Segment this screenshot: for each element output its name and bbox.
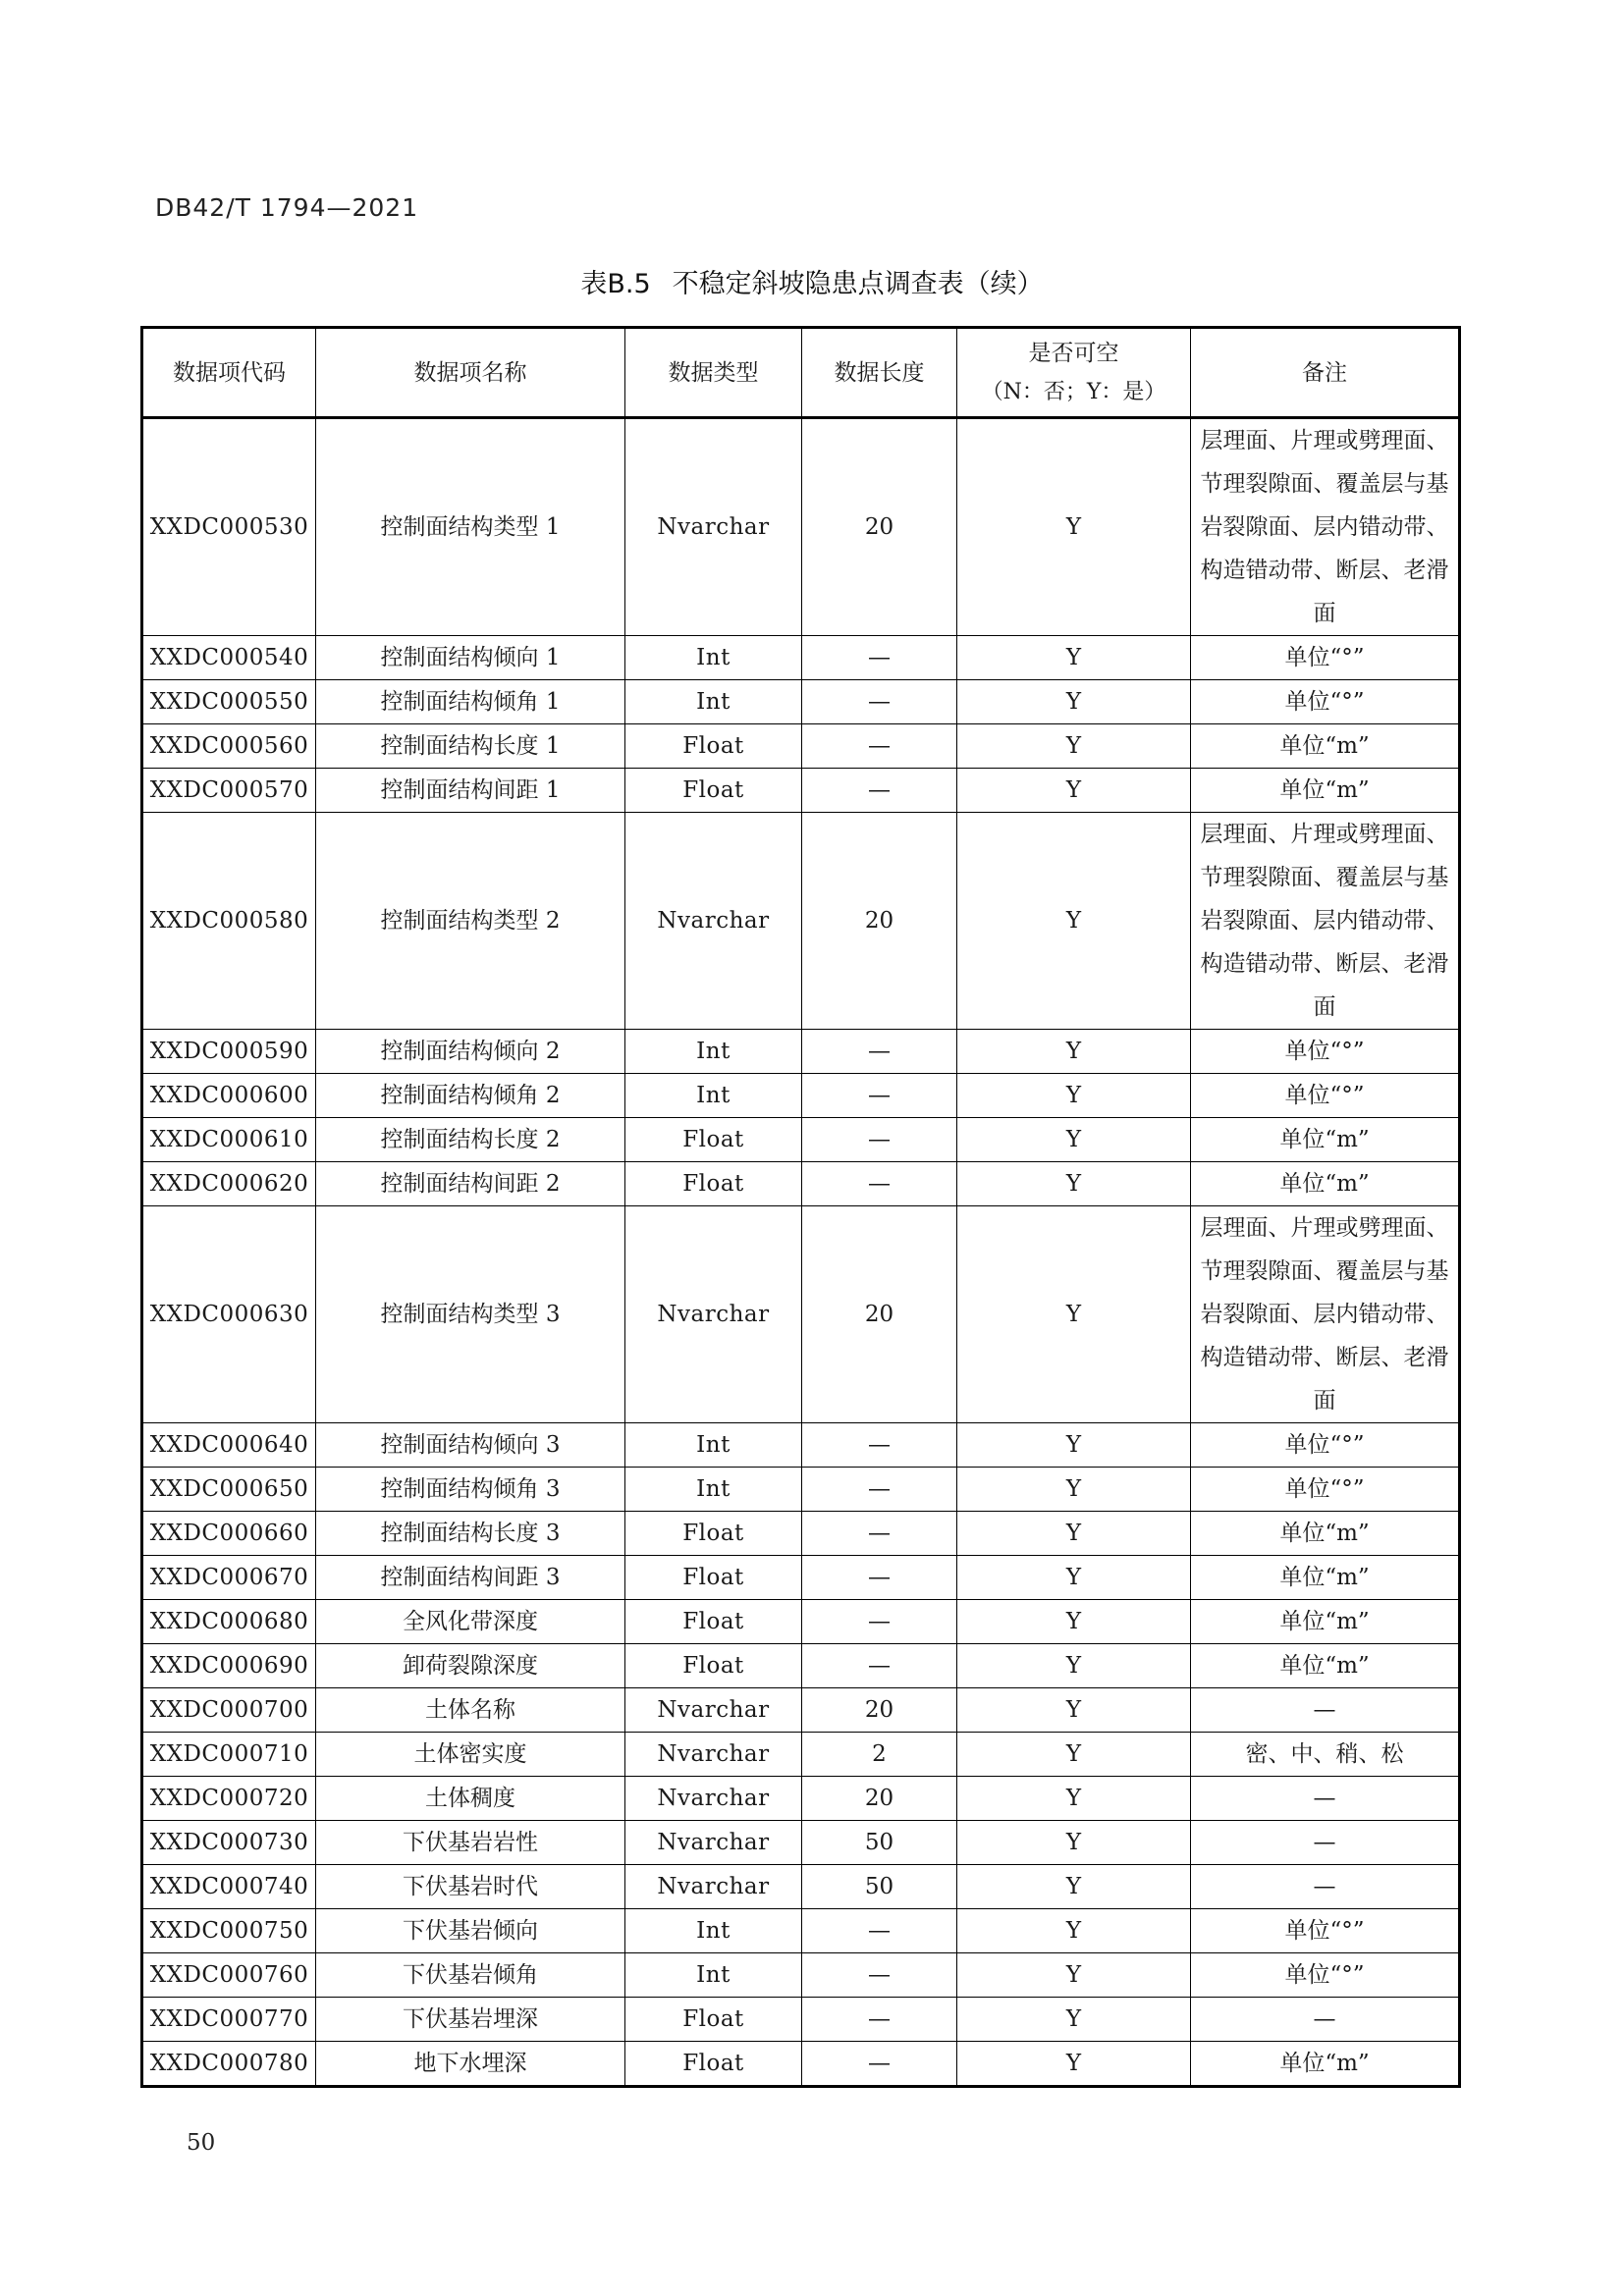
cell-type: Float [625, 769, 802, 813]
table-row [142, 1777, 1460, 1821]
cell-name: 土体密实度 [316, 1733, 625, 1777]
cell-note: 密、中、稍、松 [1191, 1733, 1460, 1777]
table-row [142, 769, 1460, 813]
table-row [142, 680, 1460, 724]
table-row [142, 724, 1460, 769]
cell-note: 单位“m” [1191, 1118, 1460, 1162]
cell-code: XXDC000590 [142, 1030, 316, 1074]
cell-type: Float [625, 1512, 802, 1556]
cell-length: — [802, 769, 957, 813]
cell-note: 单位“°” [1191, 1030, 1460, 1074]
cell-name: 控制面结构倾向 1 [316, 636, 625, 680]
table-row [142, 1118, 1460, 1162]
cell-type: Float [625, 1998, 802, 2042]
cell-note: — [1191, 1777, 1460, 1821]
cell-length: 50 [802, 1865, 957, 1909]
cell-type: Float [625, 1600, 802, 1644]
cell-nullable: Y [957, 769, 1191, 813]
cell-type: Nvarchar [625, 1688, 802, 1733]
table-row [142, 1998, 1460, 2042]
data-table [140, 326, 1461, 2088]
cell-name: 全风化带深度 [316, 1600, 625, 1644]
cell-code: XXDC000550 [142, 680, 316, 724]
cell-nullable: Y [957, 1644, 1191, 1688]
cell-nullable: Y [957, 636, 1191, 680]
cell-nullable: Y [957, 2042, 1191, 2087]
cell-name: 控制面结构长度 1 [316, 724, 625, 769]
cell-length: 20 [802, 1688, 957, 1733]
table-row [142, 1206, 1460, 1423]
cell-code: XXDC000750 [142, 1909, 316, 1953]
document-code: DB42/T 1794—2021 [155, 193, 419, 222]
header-name: 数据项名称 [316, 328, 625, 418]
cell-code: XXDC000560 [142, 724, 316, 769]
cell-type: Float [625, 1556, 802, 1600]
header-nullable-line1: 是否可空 [1028, 340, 1119, 366]
table-row [142, 1468, 1460, 1512]
cell-note: — [1191, 1865, 1460, 1909]
table-header-row [142, 328, 1460, 418]
cell-note: 单位“°” [1191, 1909, 1460, 1953]
cell-nullable: Y [957, 813, 1191, 1030]
cell-code: XXDC000600 [142, 1074, 316, 1118]
cell-code: XXDC000680 [142, 1600, 316, 1644]
cell-type: Nvarchar [625, 1206, 802, 1423]
cell-code: XXDC000700 [142, 1688, 316, 1733]
header-type: 数据类型 [625, 328, 802, 418]
cell-name: 控制面结构类型 2 [316, 813, 625, 1030]
table-row [142, 1556, 1460, 1600]
cell-nullable: Y [957, 1468, 1191, 1512]
cell-code: XXDC000580 [142, 813, 316, 1030]
table-row [142, 1074, 1460, 1118]
cell-name: 控制面结构间距 3 [316, 1556, 625, 1600]
cell-code: XXDC000530 [142, 418, 316, 636]
cell-code: XXDC000710 [142, 1733, 316, 1777]
cell-type: Float [625, 724, 802, 769]
cell-name: 控制面结构类型 3 [316, 1206, 625, 1423]
cell-note: 单位“m” [1191, 769, 1460, 813]
cell-nullable: Y [957, 724, 1191, 769]
cell-length: — [802, 2042, 957, 2087]
cell-type: Int [625, 1030, 802, 1074]
cell-length: 20 [802, 1206, 957, 1423]
cell-nullable: Y [957, 1030, 1191, 1074]
cell-name: 控制面结构长度 3 [316, 1512, 625, 1556]
cell-name: 控制面结构倾角 2 [316, 1074, 625, 1118]
cell-code: XXDC000730 [142, 1821, 316, 1865]
cell-nullable: Y [957, 1206, 1191, 1423]
cell-length: — [802, 1600, 957, 1644]
cell-type: Int [625, 636, 802, 680]
cell-code: XXDC000740 [142, 1865, 316, 1909]
cell-length: — [802, 724, 957, 769]
header-note: 备注 [1191, 328, 1460, 418]
cell-nullable: Y [957, 1423, 1191, 1468]
cell-note: 层理面、片理或劈理面、节理裂隙面、覆盖层与基岩裂隙面、层内错动带、构造错动带、断层、老滑面 [1191, 813, 1460, 1030]
table-row [142, 1423, 1460, 1468]
cell-code: XXDC000690 [142, 1644, 316, 1688]
table-row [142, 1821, 1460, 1865]
cell-length: — [802, 1423, 957, 1468]
cell-length: — [802, 1556, 957, 1600]
cell-code: XXDC000770 [142, 1998, 316, 2042]
cell-length: — [802, 1644, 957, 1688]
cell-type: Int [625, 1909, 802, 1953]
header-code: 数据项代码 [142, 328, 316, 418]
cell-length: — [802, 1953, 957, 1998]
cell-note: — [1191, 1998, 1460, 2042]
cell-name: 控制面结构长度 2 [316, 1118, 625, 1162]
cell-name: 下伏基岩倾向 [316, 1909, 625, 1953]
cell-name: 控制面结构倾角 3 [316, 1468, 625, 1512]
cell-type: Int [625, 1074, 802, 1118]
cell-note: 单位“m” [1191, 1556, 1460, 1600]
cell-type: Float [625, 1162, 802, 1206]
cell-note: — [1191, 1821, 1460, 1865]
cell-nullable: Y [957, 1688, 1191, 1733]
table-row [142, 2042, 1460, 2087]
cell-code: XXDC000570 [142, 769, 316, 813]
cell-note: 单位“m” [1191, 1512, 1460, 1556]
cell-name: 地下水埋深 [316, 2042, 625, 2087]
cell-name: 控制面结构类型 1 [316, 418, 625, 636]
cell-type: Nvarchar [625, 418, 802, 636]
header-length: 数据长度 [802, 328, 957, 418]
table-title [0, 262, 1624, 300]
cell-note: 单位“m” [1191, 724, 1460, 769]
cell-nullable: Y [957, 680, 1191, 724]
table-body [142, 418, 1460, 2087]
cell-code: XXDC000610 [142, 1118, 316, 1162]
cell-nullable: Y [957, 1953, 1191, 1998]
table-row [142, 1162, 1460, 1206]
cell-length: 2 [802, 1733, 957, 1777]
cell-name: 下伏基岩时代 [316, 1865, 625, 1909]
cell-nullable: Y [957, 1733, 1191, 1777]
table-row [142, 636, 1460, 680]
cell-type: Nvarchar [625, 1821, 802, 1865]
cell-code: XXDC000630 [142, 1206, 316, 1423]
cell-name: 土体名称 [316, 1688, 625, 1733]
table-row [142, 418, 1460, 636]
cell-note: 单位“°” [1191, 680, 1460, 724]
cell-type: Int [625, 1423, 802, 1468]
cell-nullable: Y [957, 1162, 1191, 1206]
table-row [142, 1909, 1460, 1953]
cell-note: — [1191, 1688, 1460, 1733]
cell-nullable: Y [957, 1600, 1191, 1644]
header-nullable [957, 328, 1191, 418]
cell-note: 单位“°” [1191, 1074, 1460, 1118]
cell-type: Nvarchar [625, 1777, 802, 1821]
cell-nullable: Y [957, 1074, 1191, 1118]
cell-code: XXDC000720 [142, 1777, 316, 1821]
cell-note: 单位“°” [1191, 1468, 1460, 1512]
cell-note: 单位“m” [1191, 2042, 1460, 2087]
cell-name: 卸荷裂隙深度 [316, 1644, 625, 1688]
cell-type: Int [625, 680, 802, 724]
table-row [142, 1644, 1460, 1688]
cell-length: — [802, 1468, 957, 1512]
cell-type: Float [625, 1644, 802, 1688]
cell-length: — [802, 1118, 957, 1162]
cell-name: 土体稠度 [316, 1777, 625, 1821]
cell-note: 单位“m” [1191, 1644, 1460, 1688]
cell-length: — [802, 1512, 957, 1556]
cell-code: XXDC000620 [142, 1162, 316, 1206]
cell-nullable: Y [957, 1998, 1191, 2042]
cell-nullable: Y [957, 1118, 1191, 1162]
cell-type: Int [625, 1468, 802, 1512]
cell-length: — [802, 1074, 957, 1118]
table-row [142, 1733, 1460, 1777]
cell-nullable: Y [957, 418, 1191, 636]
cell-length: 20 [802, 1777, 957, 1821]
cell-length: 20 [802, 813, 957, 1030]
cell-length: — [802, 636, 957, 680]
cell-length: — [802, 1030, 957, 1074]
table-title-text: 不稳定斜坡隐患点调查表（续） [672, 269, 1044, 299]
table-row [142, 1600, 1460, 1644]
cell-note: 层理面、片理或劈理面、节理裂隙面、覆盖层与基岩裂隙面、层内错动带、构造错动带、断层、老滑面 [1191, 1206, 1460, 1423]
table-row [142, 1688, 1460, 1733]
cell-code: XXDC000660 [142, 1512, 316, 1556]
cell-nullable: Y [957, 1512, 1191, 1556]
cell-note: 单位“°” [1191, 636, 1460, 680]
cell-nullable: Y [957, 1865, 1191, 1909]
table-row [142, 1512, 1460, 1556]
table-row [142, 813, 1460, 1030]
cell-name: 下伏基岩岩性 [316, 1821, 625, 1865]
cell-note: 单位“m” [1191, 1600, 1460, 1644]
cell-type: Nvarchar [625, 1865, 802, 1909]
cell-code: XXDC000760 [142, 1953, 316, 1998]
table-row [142, 1953, 1460, 1998]
cell-nullable: Y [957, 1821, 1191, 1865]
cell-length: — [802, 680, 957, 724]
cell-nullable: Y [957, 1556, 1191, 1600]
cell-name: 控制面结构倾向 2 [316, 1030, 625, 1074]
cell-name: 下伏基岩倾角 [316, 1953, 625, 1998]
cell-code: XXDC000670 [142, 1556, 316, 1600]
cell-name: 控制面结构间距 1 [316, 769, 625, 813]
cell-type: Float [625, 1118, 802, 1162]
cell-nullable: Y [957, 1909, 1191, 1953]
cell-name: 控制面结构倾角 1 [316, 680, 625, 724]
cell-type: Nvarchar [625, 1733, 802, 1777]
cell-note: 单位“°” [1191, 1953, 1460, 1998]
cell-type: Nvarchar [625, 813, 802, 1030]
cell-code: XXDC000640 [142, 1423, 316, 1468]
cell-name: 控制面结构倾向 3 [316, 1423, 625, 1468]
page-number: 50 [187, 2130, 216, 2156]
cell-code: XXDC000540 [142, 636, 316, 680]
cell-length: 20 [802, 418, 957, 636]
cell-name: 下伏基岩埋深 [316, 1998, 625, 2042]
cell-note: 单位“m” [1191, 1162, 1460, 1206]
table-number: 表B.5 [580, 269, 651, 299]
cell-type: Float [625, 2042, 802, 2087]
table-row [142, 1865, 1460, 1909]
table-row [142, 1030, 1460, 1074]
cell-note: 单位“°” [1191, 1423, 1460, 1468]
cell-type: Int [625, 1953, 802, 1998]
header-nullable-line2: （N：否；Y：是） [981, 379, 1166, 404]
cell-nullable: Y [957, 1777, 1191, 1821]
cell-length: — [802, 1162, 957, 1206]
cell-code: XXDC000650 [142, 1468, 316, 1512]
cell-length: — [802, 1998, 957, 2042]
cell-length: — [802, 1909, 957, 1953]
cell-length: 50 [802, 1821, 957, 1865]
cell-name: 控制面结构间距 2 [316, 1162, 625, 1206]
cell-code: XXDC000780 [142, 2042, 316, 2087]
cell-note: 层理面、片理或劈理面、节理裂隙面、覆盖层与基岩裂隙面、层内错动带、构造错动带、断层、老滑面 [1191, 418, 1460, 636]
